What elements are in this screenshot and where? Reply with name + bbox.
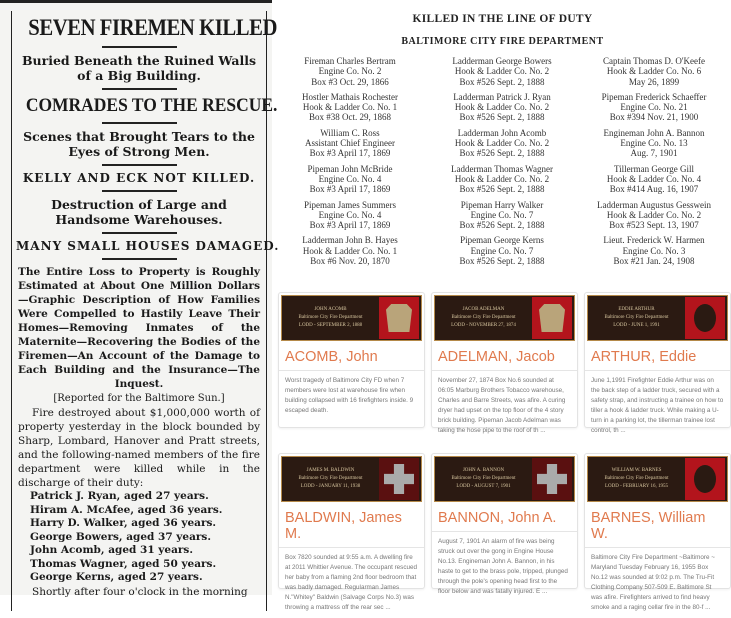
card-excerpt: June 1,1991 Firefighter Eddie Arthur was on the back step of a ladder truck, secured with a safety strap, and instructing a trainee on how to tiller a hook & ladder truck. While making a U-turn in a parking lot, the tillerman trainee lost control, th ... [591,377,724,434]
portrait-photo [685,458,725,500]
headline-2: COMRADES TO THE RESCUE. [25,95,278,116]
plaque-name: JAMES M. BALDWIN [306,468,355,473]
divider [102,258,177,260]
roll-entry [579,164,729,195]
plaque-name: JOHN ACOMB [314,307,347,312]
memorial-plaque [281,295,422,341]
victim: Patrick J. Ryan, aged 27 years. [30,490,209,502]
roll-entry [579,92,729,123]
plaque-date: LODD - AUGUST 7, 1901 [456,484,511,489]
roll-entry [579,56,729,87]
entry-name: William C. Ross [320,127,380,138]
entry-date: Aug. 7, 1901 [630,148,678,159]
roll-entry [427,200,577,231]
entry-company: Engine Co. No. 2 [318,66,382,77]
entry-company: Hook & Ladder Co. No. 1 [302,245,398,256]
roll-entry [579,200,729,231]
entry-date: Box #526 Sept. 2, 1888 [459,112,545,123]
victim: Harry D. Walker, aged 36 years. [30,517,217,529]
roll-entry [275,164,425,195]
entry-date: Box #394 Nov. 21, 1900 [609,112,699,123]
entry-date: Box #526 Sept. 2, 1888 [459,256,545,267]
entry-company: Hook & Ladder Co. No. 2 [454,173,550,184]
entry-date: Box #3 Oct. 29, 1866 [311,76,389,87]
portrait-photo [685,297,725,339]
headline-3: KELLY AND ECK NOT KILLED. [22,171,256,185]
entry-name: Lieut. Frederick W. Harmen [603,235,705,246]
entry-company: Engine Co. No. 3 [622,245,686,256]
entry-date: Box #526 Sept. 2, 1888 [459,76,545,87]
roll-entry [275,92,425,123]
plaque-date: LODD - NOVEMBER 27, 1874 [451,323,516,328]
divider [102,232,177,234]
entry-company: Hook & Ladder Co. No. 1 [302,102,398,113]
article-continuation: Shortly after four o'clock in the morning [32,585,248,598]
memorial-cards [278,292,730,611]
subheadline-3: Destruction of Large and Handsome Warehouses. [51,197,227,227]
plaque-department: Baltimore City Fire Department [451,315,516,320]
entry-date: Box #526 Sept. 2, 1888 [459,184,545,195]
divider [102,190,177,192]
memorial-plaque [434,456,575,502]
entry-name: Captain Thomas D. O'Keefe [603,56,705,66]
roll-grid [275,56,730,266]
plaque-department: Baltimore City Fire Department [298,476,363,481]
entry-name: Pipeman Harry Walker [460,199,544,210]
card-title-link[interactable]: BARNES, William W. [585,504,730,548]
card-excerpt: August 7, 1901 An alarm of fire was being struck out over the gong in Engine House No.13. Engineman John A. Bannon, in his haste to get to the brass pole, tripped, plunged through the pole's opening head first to the floor below and was fatally injured. E ... [438,538,568,595]
entry-name: Pipeman James Summers [304,199,396,210]
divider [102,88,177,90]
plaque-date: LODD - SEPTEMBER 2, 1888 [298,323,363,328]
entry-name: Pipeman George Kerns [460,235,544,246]
entry-company: Engine Co. No. 13 [620,138,688,149]
roll-title: KILLED IN THE LINE OF DUTY [412,13,593,25]
entry-date: May 26, 1899 [628,76,680,87]
memorial-card[interactable] [584,292,731,434]
card-title-link[interactable]: ACOMB, John [279,343,424,371]
headline: SEVEN FIREMEN KILLED [28,15,277,40]
roll-entry [275,235,425,266]
deck: The Entire Loss to Property is Roughly Estimated at About One Million Dollars—Graphic Description of How Families Were Compelled to Hastily Leave Their Homes—Removing Inmates of the Maternite—Recovering the Bodies of the Firemen—An Account of the Damage to Each Building and the Insurance—The Inquest. [18,266,260,390]
entry-company: Hook & Ladder Co. No. 2 [606,209,702,220]
victim: Hiram A. McAfee, aged 36 years. [30,503,223,516]
roll-entry [275,128,425,159]
entry-name: Ladderman John Acomb [457,127,547,138]
divider [102,122,177,124]
plaque-name: JACOB ADELMAN [462,307,505,312]
entry-date: Box #3 April 17, 1869 [309,184,391,195]
card-excerpt: Worst tragedy of Baltimore City FD when 7 members were lost at warehouse fire when building collapsed with 16 firefighters inside. 9 escaped death. [285,377,414,414]
card-title-link[interactable]: BALDWIN, James M. [279,504,424,548]
entry-company: Hook & Ladder Co. No. 2 [454,66,550,77]
plaque-name: JOHN A. BANNON [462,468,505,473]
plaque-name: EDDIE ARTHUR [618,307,655,312]
entry-name: Ladderman Patrick J. Ryan [453,91,551,102]
card-excerpt: Baltimore City Fire Department ~Baltimore ~ Maryland Tuesday February 16, 1955 Box No.12 was sounded at 9:02 p.m. The Tru-Fit Clothing Company 507-509 E. Baltimore St was afire. Firefighters arrived to find heavy smoke and a raging cellar fire in the 80-f ... [591,554,715,611]
plaque-department: Baltimore City Fire Department [604,315,669,320]
entry-company: Engine Co. No. 7 [470,209,534,220]
victim-list [16,490,262,585]
card-title-link[interactable]: ADELMAN, Jacob [432,343,577,371]
entry-company: Hook & Ladder Co. No. 6 [606,66,702,77]
entry-company: Hook & Ladder Co. No. 2 [454,102,550,113]
entry-name: Ladderman George Bowers [452,56,552,66]
card-title-link[interactable]: BANNON, John A. [432,504,577,532]
card-title-link[interactable]: ARTHUR, Eddie [585,343,730,371]
roll-entry [275,56,425,87]
victim: George Kerns, aged 27 years. [30,571,203,583]
memorial-plaque [434,295,575,341]
article-body: Fire destroyed about $1,000,000 worth of property yesterday in the block bounded by Sharp, Lombard, Hanover and Pratt streets, and the following-named members of the fire department were killed while in the discharge of their duty: [18,407,260,489]
memorial-card[interactable] [278,292,425,428]
entry-name: Engineman John A. Bannon [603,127,705,138]
subheadline: Buried Beneath the Ruined Walls of a Big Building. [21,53,256,83]
victim: John Acomb, aged 31 years. [30,544,193,556]
entry-date: Box #414 Aug. 16, 1907 [609,184,699,195]
entry-company: Engine Co. No. 21 [620,102,688,113]
newspaper-clipping [0,0,280,598]
entry-name: Fireman Charles Bertram [304,56,396,66]
honor-roll [275,0,730,285]
subheadline-2: Scenes that Brought Tears to the Eyes of Strong Men. [23,129,255,159]
entry-date: Box #526 Sept. 2, 1888 [459,148,545,159]
entry-name: Ladderman Thomas Wagner [451,163,553,174]
plaque-date: LODD - JUNE 1, 1991 [613,323,660,328]
roll-entry [579,128,729,159]
roll-entry [427,128,577,159]
entry-company: Engine Co. No. 7 [470,245,534,256]
victim: Thomas Wagner, aged 50 years. [30,557,217,570]
plaque-department: Baltimore City Fire Department [451,476,516,481]
entry-company: Engine Co. No. 4 [318,173,382,184]
entry-date: Box #38 Oct. 29, 1868 [309,112,391,123]
entry-date: Box #21 Jan. 24, 1908 [613,256,695,267]
card-excerpt: November 27, 1874 Box No.6 sounded at 06:05 Marburg Brothers Tobacco warehouse, Charles and Barre Streets, was afire. A curing dryer had upset on the top floor of the 4 story brick building. Pipeman Jacob Adelman was taking the hose pipe to the roof of th ... [438,377,566,434]
memorial-card[interactable] [278,453,425,611]
entry-date: Box #6 Nov. 20, 1870 [310,256,390,267]
memorial-card[interactable] [584,453,731,611]
roll-entry [427,164,577,195]
memorial-plaque [281,456,422,502]
victim: George Bowers, aged 37 years. [30,530,211,543]
memorial-card[interactable] [431,292,578,434]
badge-icon [379,297,419,339]
entry-name: Tillerman George Gill [614,163,694,174]
entry-date: Box #3 April 17, 1869 [309,148,391,159]
plaque-name: WILLIAM W. BARNES [611,468,662,473]
maltese-cross-icon [532,458,572,500]
entry-company: Engine Co. No. 4 [318,209,382,220]
roll-entry [275,200,425,231]
plaque-department: Baltimore City Fire Department [298,315,363,320]
memorial-plaque [587,295,728,341]
divider [102,46,177,48]
entry-name: Hostler Mathais Rochester [302,91,398,102]
headline-4: MANY SMALL HOUSES DAMAGED. [16,239,280,253]
badge-icon [532,297,572,339]
entry-company: Assistant Chief Engineer [305,138,395,149]
plaque-date: LODD - JANUARY 11, 1938 [300,484,361,489]
roll-subtitle: BALTIMORE CITY FIRE DEPARTMENT [401,36,604,47]
roll-entry [427,92,577,123]
entry-date: Box #526 Sept. 2, 1888 [459,220,545,231]
card-excerpt: Box 7820 sounded at 9:55 a.m. A dwelling fire at 2011 Whittier Avenue. The occupant rescued her baby from a flaming 2nd floor bedroom that was badly damaged. Regularman James N."Whitey" Baldwin (Salvage Corps No.3) was throwing a mattress off the rear sec ... [285,554,417,611]
memorial-plaque [587,456,728,502]
entry-name: Pipeman Frederick Schaeffer [601,91,707,102]
roll-entry [427,56,577,87]
plaque-date: LODD - FEBRUARY 16, 1955 [604,484,668,489]
entry-name: Ladderman Augustus Gesswein [597,199,711,210]
divider [102,164,177,166]
entry-name: Pipeman John McBride [307,163,393,174]
memorial-card[interactable] [431,453,578,595]
plaque-department: Baltimore City Fire Department [604,476,669,481]
entry-company: Hook & Ladder Co. No. 4 [606,173,702,184]
roll-entry [579,235,729,266]
entry-date: Box #3 April 17, 1869 [309,220,391,231]
maltese-cross-icon [379,458,419,500]
roll-entry [427,235,577,266]
entry-date: Box #523 Sept. 13, 1907 [609,220,699,231]
entry-name: Ladderman John B. Hayes [302,235,398,246]
entry-company: Hook & Ladder Co. No. 2 [454,138,550,149]
credit-line: [Reported for the Baltimore Sun.] [53,393,225,404]
